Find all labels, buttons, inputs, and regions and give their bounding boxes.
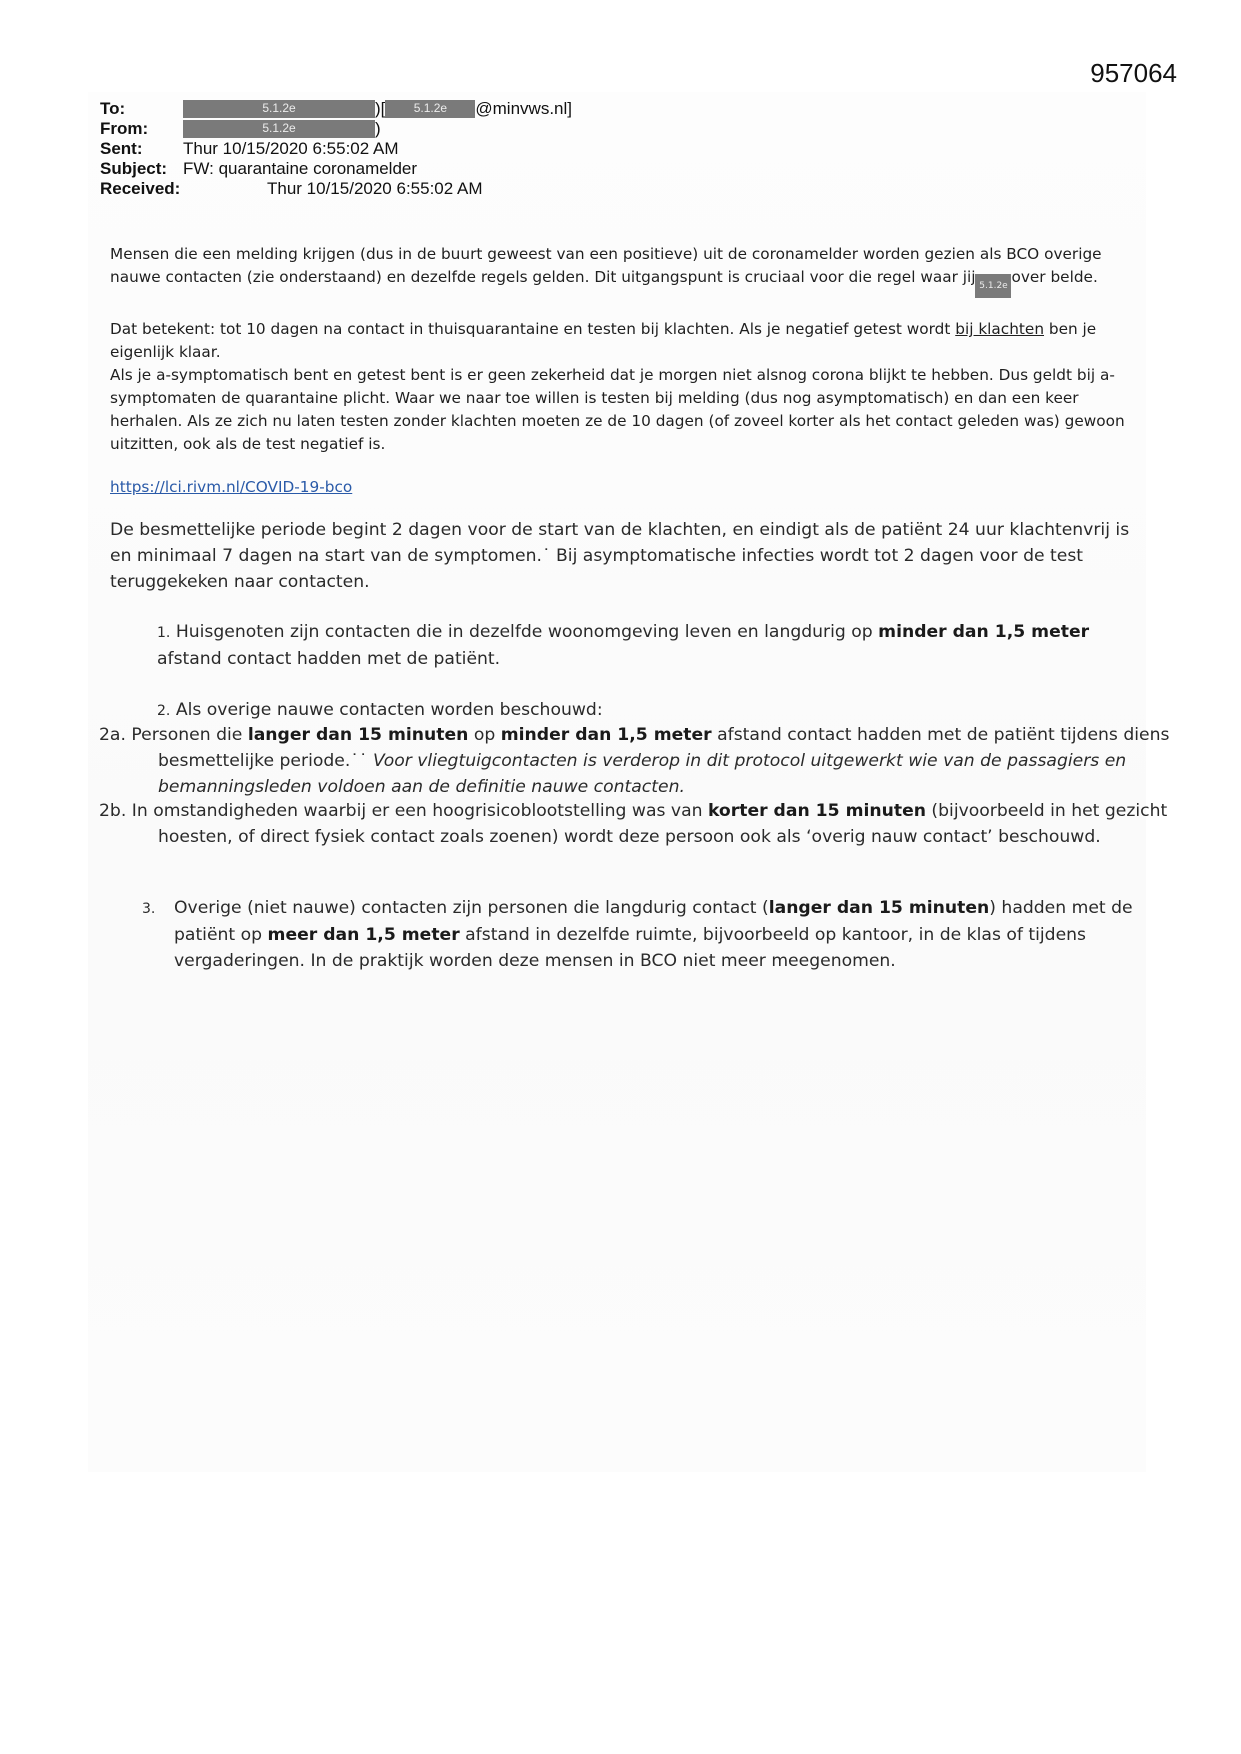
from-value: [183, 119, 381, 139]
to-label: To:: [100, 99, 126, 118]
redaction-box: 5.1.2e: [183, 100, 375, 118]
bold-text: meer dan 1,5 meter: [267, 925, 460, 945]
bold-text: langer dan 15 minuten: [247, 725, 469, 745]
item-text: Als overige nauwe contacten worden beschouwd:: [175, 700, 603, 720]
bold-text: korter dan 15 minuten: [707, 801, 926, 821]
from-close: ): [375, 119, 381, 138]
item-text: afstand in dezelfde ruimte, bijvoorbeeld op kantoor, in de klas of tijdens vergaderingen. In de praktijk worden deze mensen in BCO niet meer meegenomen.: [174, 925, 1087, 971]
list-item-2a: [99, 722, 1198, 800]
subject-value: FW: quarantaine coronamelder: [183, 159, 418, 178]
sent-label: Sent:: [100, 139, 143, 158]
sent-value: Thur 10/15/2020 6:55:02 AM: [183, 139, 399, 158]
received-label: Received:: [100, 179, 181, 198]
redaction-box: 5.1.2e: [975, 274, 1011, 298]
item-text: 2a. Personen die: [99, 725, 248, 745]
received-value: Thur 10/15/2020 6:55:02 AM: [267, 179, 483, 198]
list-item-2b: [99, 798, 1198, 850]
intro-text-end: over belde.: [1011, 268, 1098, 286]
email-body: [110, 243, 1130, 519]
item-text: (bijvoorbeeld in het gezicht hoesten, of direct fysiek contact zoals zoenen) wordt deze persoon ook als ‘overig nauw contact’ beschouwd.: [158, 801, 1168, 847]
list-item-1: [157, 619, 1137, 672]
meaning-text: Dat betekent: tot 10 dagen na contact in thuisquarantaine en testen bij klachten. Als je negatief getest wordt: [110, 320, 956, 338]
bold-text: minder dan 1,5 meter: [878, 622, 1090, 642]
protocol-intro-text: De besmettelijke periode begint 2 dagen voor de start van de klachten, en eindigt als de patiënt 24 uur klachtenvrij is en minimaal 7 dagen na start van de symptomen.˙ Bij asymptomatische infecties wordt tot 2 dagen voor de test teruggekeken naar contacten.: [110, 520, 1130, 592]
bold-text: langer dan 15 minuten: [768, 898, 990, 918]
to-domain: @minvws.nl]: [475, 99, 572, 118]
to-value: [183, 99, 572, 119]
to-separator: )[: [375, 99, 386, 118]
item-number: 1.: [157, 625, 171, 641]
item-text: Overige (niet nauwe) contacten zijn personen die langdurig contact (: [174, 898, 769, 918]
document-number: 957064: [1090, 58, 1177, 88]
subject-label: Subject:: [100, 159, 168, 178]
list-item-3: [142, 895, 1134, 974]
redaction-box: 5.1.2e: [183, 120, 375, 138]
list-item-2: [157, 697, 1137, 724]
protocol-intro: [110, 517, 1140, 595]
item-text: afstand contact hadden met de patiënt.: [157, 649, 501, 669]
item-text: afstand contact hadden met de patiënt tijdens diens besmettelijke periode.˙˙: [158, 725, 1170, 771]
italic-text: Voor vliegtuigcontacten is verderop in dit protocol uitgewerkt wie van de passagiers en bemanningsleden voldoen aan de definitie nauwe contacten.: [158, 751, 1127, 797]
item-number: 2.: [157, 703, 171, 719]
meaning-text-end: ben je eigenlijk klaar.: [110, 320, 1097, 361]
paragraph-intro: [110, 243, 1130, 298]
intro-text: Mensen die een melding krijgen (dus in de buurt geweest van een positieve) uit de coronamelder worden gezien als BCO overige nauwe contacten (zie onderstaand) en dezelfde regels gelden. Dit uitgangspunt is cruciaal voor die regel waar jij: [110, 245, 1102, 286]
paragraph-asymptomatic: Als je a-symptomatisch bent en getest bent is er geen zekerheid dat je morgen niet alsnog corona blijkt te hebben. Dus geldt bij a-symptomaten de quarantaine plicht. Waar we naar toe willen is testen bij melding (dus nog asymptomatisch) en dan een keer herhalen. Als ze zich nu laten testen zonder klachten moeten ze de 10 dagen (of zoveel korter als het contact geleden was) gewoon uitzitten, ook als de test negatief is.: [110, 366, 1125, 453]
item-text: ) hadden met de patiënt op: [174, 898, 1133, 945]
item-text: op: [468, 725, 501, 745]
bold-text: minder dan 1,5 meter: [500, 725, 712, 745]
item-number: 3.: [142, 901, 156, 917]
paragraph-meaning: [110, 318, 1130, 364]
redaction-box: 5.1.2e: [385, 100, 475, 118]
from-label: From:: [100, 119, 149, 138]
item-text: 2b. In omstandigheden waarbij er een hoogrisicoblootstelling was van: [99, 801, 708, 821]
rivm-link[interactable]: https://lci.rivm.nl/COVID-19-bco: [110, 478, 353, 496]
paragraph-link: [110, 476, 1130, 499]
underlined-text: bij klachten: [955, 320, 1045, 338]
item-text: Huisgenoten zijn contacten die in dezelfde woonomgeving leven en langdurig op: [175, 622, 879, 642]
